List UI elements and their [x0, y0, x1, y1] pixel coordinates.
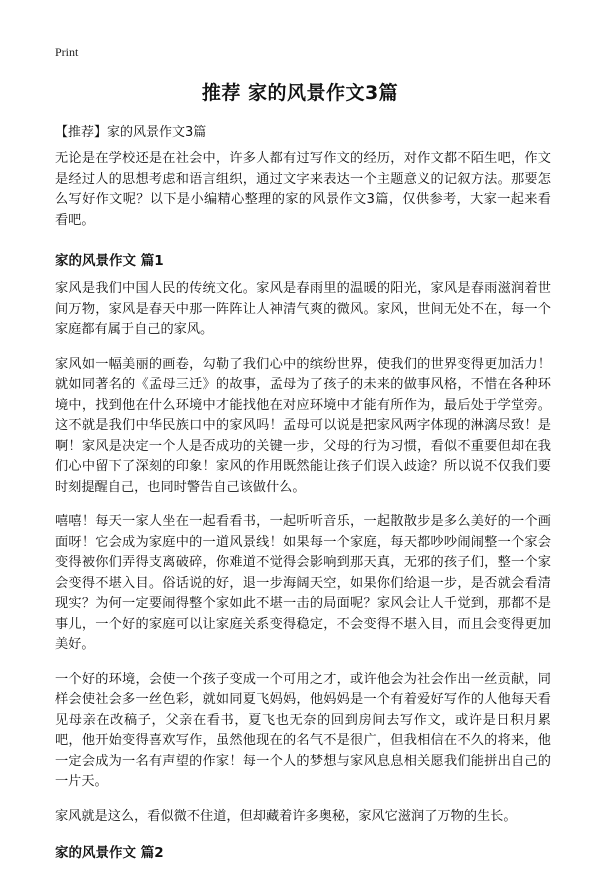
body-paragraph: 一个好的环境，会使一个孩子变成一个可用之才，或许他会为社会作出一丝贡献，同样会使社会多一丝色彩，就如同夏飞妈妈，他妈妈是一个有着爱好写作的人他每天看见母亲在改稿子，父亲在看书，夏飞也无奈的回到房间去写作文，或许是日积月累吧，他开始变得喜欢写作，虽然他现在的名气不是很广，但我相信在不久的将来，他一定会成为一名有声望的作家！每一个人的梦想与家风息息相关愿我们能拼出自己的一片天。: [55, 671, 551, 789]
body-paragraph: 家风如一幅美丽的画卷，勾勒了我们心中的缤纷世界，使我们的世界变得更加活力！就如同著名的《孟母三迁》的故事，孟母为了孩子的未来的做事风格，不惜在各种环境中，找到他在什么环境中才能找他在对应环境中才能有所作为，最后处于学堂旁。这不就是我们中华民族口中的家风吗！孟母可以说是把家风两字体现的淋漓尽致！是啊！家风是决定一个人是否成功的关键一步，父母的行为习惯，看似不重要但却在我们心中留下了深刻的印象！家风的作用既然能让孩子们误入歧途？所以说不仅我们要时刻提醒自己，也同时警告自己该做什么。: [55, 356, 551, 495]
section-heading-1: 家的风景作文 篇1: [55, 253, 164, 269]
article-body: [55, 149, 551, 871]
section-heading-2: 家的风景作文 篇2: [55, 845, 164, 861]
intro-paragraph: 无论是在学校还是在社会中，许多人都有过写作文的经历，对作文都不陌生吧，作文是经过人的思想考虑和语言组织，通过文字来表达一个主题意义的记叙方法。那要怎么写好作文呢？以下是小编精心整理的家的风景作文3篇，仅供参考，大家一起来看看吧。: [55, 151, 551, 228]
body-paragraph: 家风就是这么，看似微不住道，但却藏着许多奥秘，家风它滋润了万物的生长。: [55, 808, 517, 824]
recommendation-tag-line: 【推荐】家的风景作文3篇: [55, 125, 207, 140]
body-paragraph: 嘻嘻！每天一家人坐在一起看看书，一起听听音乐，一起散散步是多么美好的一个画面呀！它会成为家庭中的一道风景线！如果每一个家庭，每天都吵吵闹闹整一个家会变得被你们弄得支离破碎，你难道不觉得会影响到那天真，无邪的孩子们，整一个家会变得不堪入目。俗话说的好，退一步海阔天空，如果你们给退一步，是否就会看清现实？为何一定要闹得整个家如此不堪一击的局面呢？家风会让人千觉到，那都不是事儿，一个好的家庭可以让家庭关系变得稳定，不会变得不堪入目，而且会变得更加美好。: [55, 514, 551, 652]
body-paragraph: 家风是我们中国人民的传统文化。家风是春雨里的温暖的阳光，家风是春雨滋润着世间万物，家风是春天中那一阵阵让人神清气爽的微风。家风，世间无处不在，每一个家庭都有属于自己的家风。: [55, 281, 551, 337]
page-title: 推荐 家的风景作文3篇: [201, 82, 399, 104]
print-link[interactable]: Print: [55, 45, 79, 59]
